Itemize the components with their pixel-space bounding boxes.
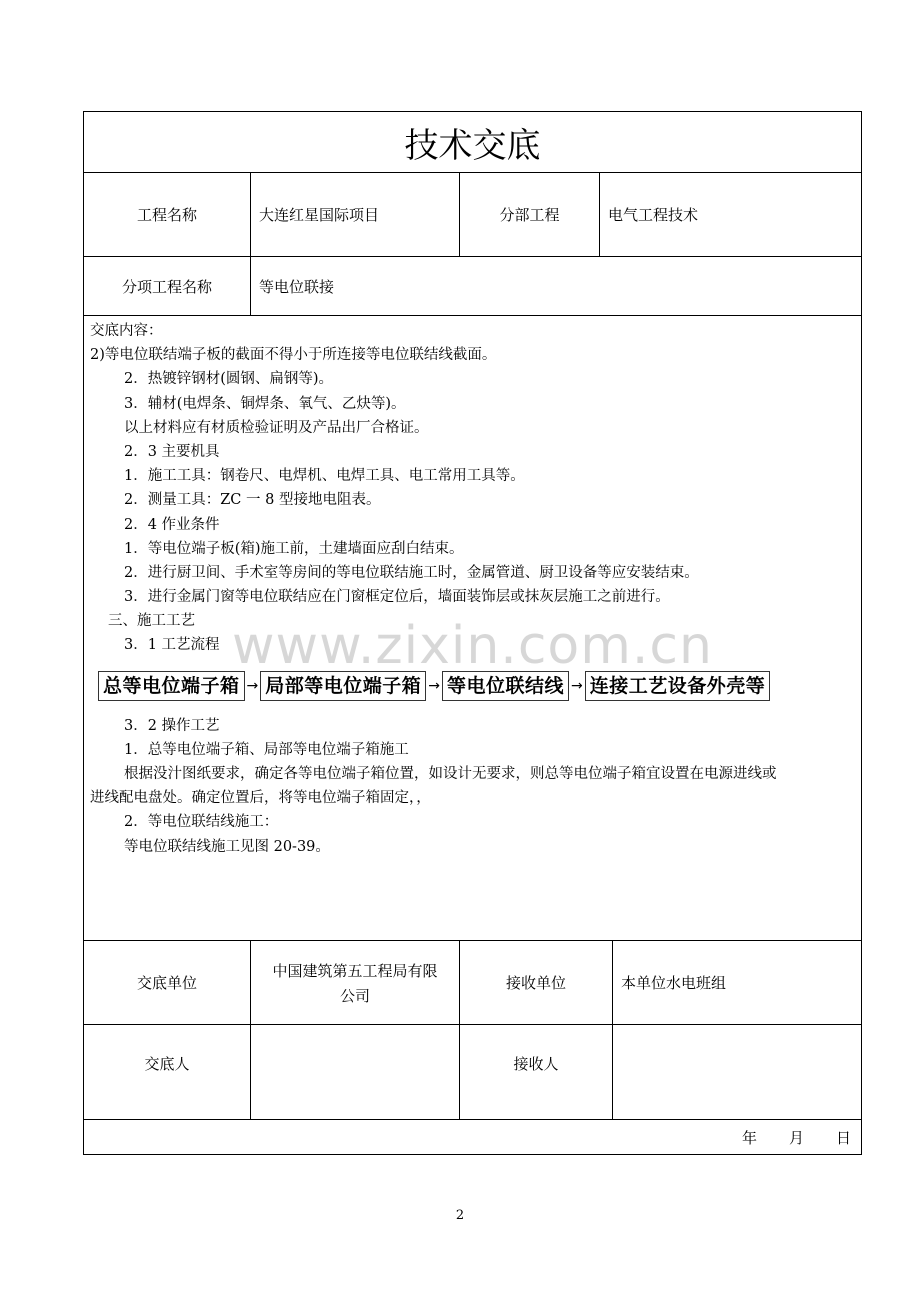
flow-arrow-icon: → — [246, 677, 259, 694]
content-line: 3．1 工艺流程 — [124, 637, 220, 654]
form-title: 技术交底 — [404, 125, 541, 166]
content-line: 等电位联结线施工见图 20-39。 — [124, 838, 330, 855]
content-line: 2．进行厨卫间、手术室等房间的等电位联结施工时，金属管道、厨卫设备等应安装结束。 — [124, 564, 699, 581]
receiver-label: 接收人 — [460, 1025, 613, 1119]
content-lines-top — [90, 319, 861, 658]
content-line: 2．4 作业条件 — [124, 516, 220, 533]
flow-step: 局部等电位端子箱 — [260, 671, 426, 701]
issuer-unit-value — [251, 941, 460, 1024]
project-name-value: 大连红星国际项目 — [251, 173, 460, 256]
content-line: 2．3 主要机具 — [124, 443, 220, 460]
issuer-signature-field — [251, 1025, 460, 1119]
technical-disclosure-form — [83, 111, 862, 1155]
content-line: 3．2 操作工艺 — [124, 717, 220, 734]
flow-arrow-icon: → — [428, 677, 440, 694]
issuer-unit-line2: 公司 — [339, 986, 370, 1005]
page-number: 2 — [455, 1208, 465, 1223]
issuer-label: 交底人 — [84, 1025, 251, 1119]
subitem-value: 等电位联接 — [259, 277, 335, 296]
flow-step: 连接工艺设备外壳等 — [585, 671, 771, 701]
content-line: 1．等电位端子板(箱)施工前，土建墙面应刮白结束。 — [124, 540, 464, 557]
flow-step: 等电位联结线 — [442, 671, 569, 701]
issuer-unit-label: 交底单位 — [84, 941, 251, 1024]
flow-arrow-icon: → — [571, 677, 583, 694]
issuer-unit-line1: 中国建筑第五工程局有限 — [272, 961, 438, 980]
project-name-label: 工程名称 — [84, 173, 251, 256]
content-line: 2．等电位联结线施工： — [124, 814, 279, 831]
process-flow-diagram — [90, 662, 861, 710]
content-lines-bottom — [90, 714, 861, 859]
content-line: 3．进行金属门窗等电位联结应在门窗框定位后，墙面装饰层或抹灰层施工之前进行。 — [124, 589, 670, 606]
form-title-row — [84, 112, 861, 173]
date-row — [84, 1120, 861, 1154]
content-line: 2．测量工具：ZC 一 8 型接地电阻表。 — [124, 492, 381, 509]
subitem-label: 分项工程名称 — [84, 257, 251, 315]
content-line: 1．总等电位端子箱、局部等电位端子箱施工 — [124, 741, 409, 758]
date-day: 日 — [835, 1128, 851, 1147]
receiver-unit-value: 本单位水电班组 — [621, 974, 727, 992]
subitem-row — [84, 257, 861, 316]
content-line: 以上材料应有材质检验证明及产品出厂合格证。 — [124, 419, 429, 436]
content-line: 交底内容： — [90, 323, 163, 339]
receiver-signature-field — [613, 1025, 861, 1119]
person-row — [84, 1025, 861, 1120]
content-line: 2．热镀锌钢材(圆钢、扁钢等)。 — [124, 371, 334, 388]
unit-row — [84, 941, 861, 1025]
content-line: 1．施工工具：钢卷尺、电焊机、电焊工具、电工常用工具等。 — [124, 468, 525, 485]
watermark: www.zixin.com.cn — [232, 616, 713, 676]
content-line: 3．辅材(电焊条、铜焊条、氧气、乙炔等)。 — [124, 395, 406, 412]
disclosure-content — [84, 316, 861, 941]
project-row — [84, 173, 861, 257]
date-year: 年 — [741, 1128, 757, 1147]
date-month: 月 — [788, 1128, 804, 1147]
content-line: 根据没汁图纸要求，确定各等电位端子箱位置，如设计无要求，则总等电位端子箱宜设置在电源进线或 — [124, 766, 777, 782]
division-label: 分部工程 — [460, 173, 600, 256]
flow-step: 总等电位端子箱 — [98, 671, 245, 701]
content-line: 2)等电位联结端子板的截面不得小于所连接等电位联结线截面。 — [90, 347, 497, 364]
receiver-unit-label: 接收单位 — [460, 941, 613, 1024]
content-line: 三、施工工艺 — [108, 613, 195, 630]
content-line: 进线配电盘处。确定位置后，将等电位端子箱固定，， — [90, 790, 431, 807]
division-value: 电气工程技术 — [608, 206, 699, 224]
